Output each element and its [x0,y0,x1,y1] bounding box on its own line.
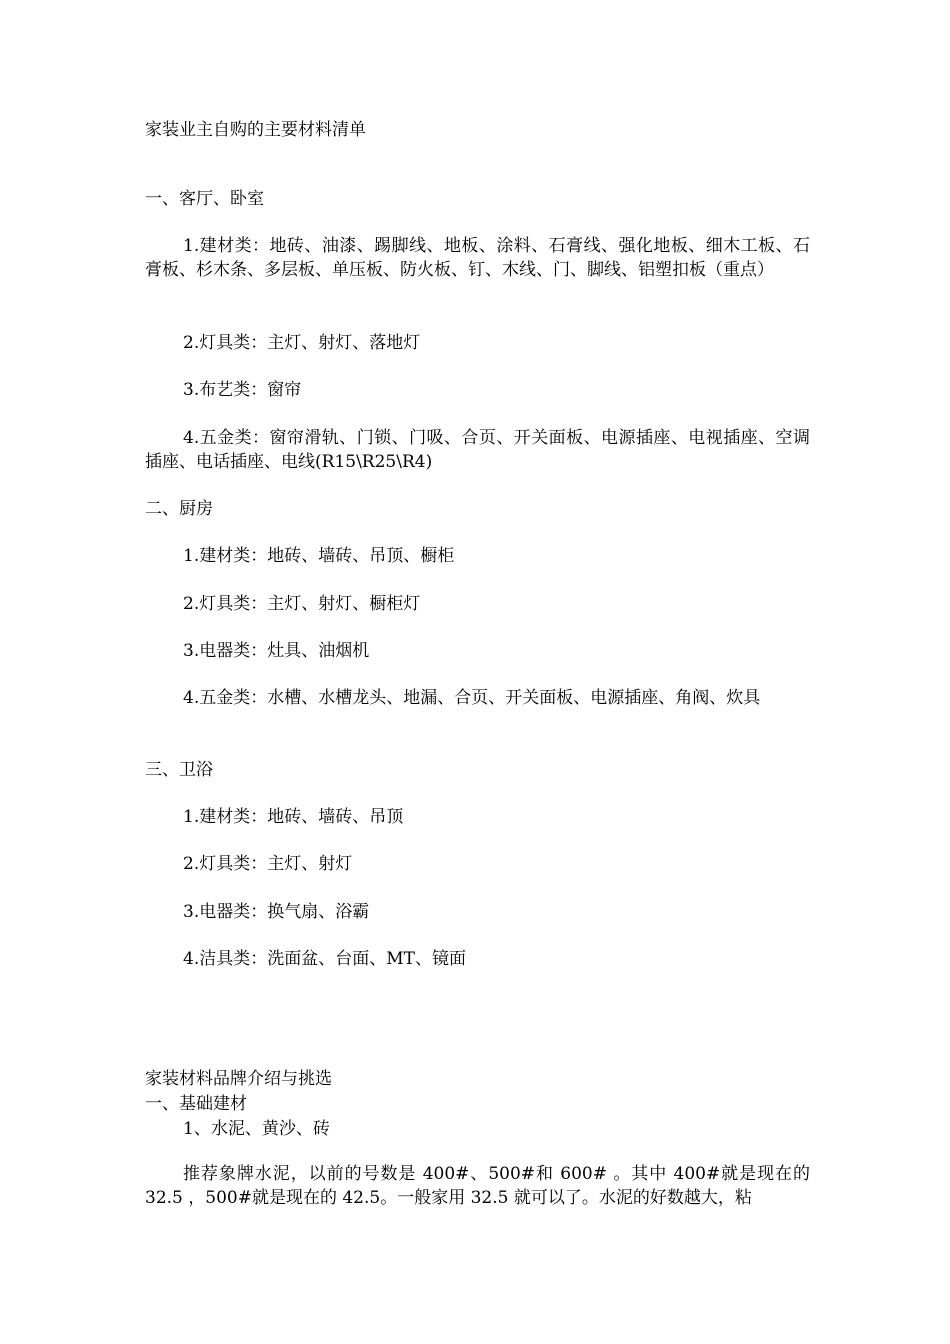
document-title: 家装业主自购的主要材料清单 [145,120,366,140]
list-item: 2.灯具类：主灯、射灯 [183,854,353,874]
section-heading-bathroom: 三、卫浴 [145,760,213,780]
list-item: 2.灯具类：主灯、射灯、橱柜灯 [183,594,421,614]
paragraph: 推荐象牌水泥，以前的号数是 400#、500#和 600# 。其中 400#就是现在的 32.5 ，500#就是现在的 42.5。一般家用 32.5 就可以了。水泥的好数越大，粘 [145,1164,810,1208]
subsection-heading: 1、水泥、黄沙、砖 [183,1119,330,1139]
section-heading-basic-materials: 一、基础建材 [145,1094,247,1114]
list-item: 4.洁具类：洗面盆、台面、MT、镜面 [183,949,466,969]
section-heading-kitchen: 二、厨房 [145,499,213,519]
list-item: 2.灯具类：主灯、射灯、落地灯 [183,333,421,353]
section-heading-living-bedroom: 一、客厅、卧室 [145,189,264,209]
list-item: 1.建材类：地砖、墙砖、吊顶 [183,807,404,827]
list-item: 3.电器类：灶具、油烟机 [183,641,370,661]
list-item: 3.电器类：换气扇、浴霸 [183,902,370,922]
list-item: 4.五金类：水槽、水槽龙头、地漏、合页、开关面板、电源插座、角阀、炊具 [183,688,761,708]
list-item: 3.布艺类：窗帘 [183,380,302,400]
list-item: 1.建材类：地砖、油漆、踢脚线、地板、涂料、石膏线、强化地板、细木工板、石膏板、杉木条、多层板、单压板、防火板、钉、木线、门、脚线、铝塑扣板（重点） [145,236,810,280]
list-item: 4.五金类：窗帘滑轨、门锁、门吸、合页、开关面板、电源插座、电视插座、空调插座、电话插座、电线(R15\R25\R4) [145,428,810,472]
list-item: 1.建材类：地砖、墙砖、吊顶、橱柜 [183,546,455,566]
document-title: 家装材料品牌介绍与挑选 [145,1069,332,1089]
